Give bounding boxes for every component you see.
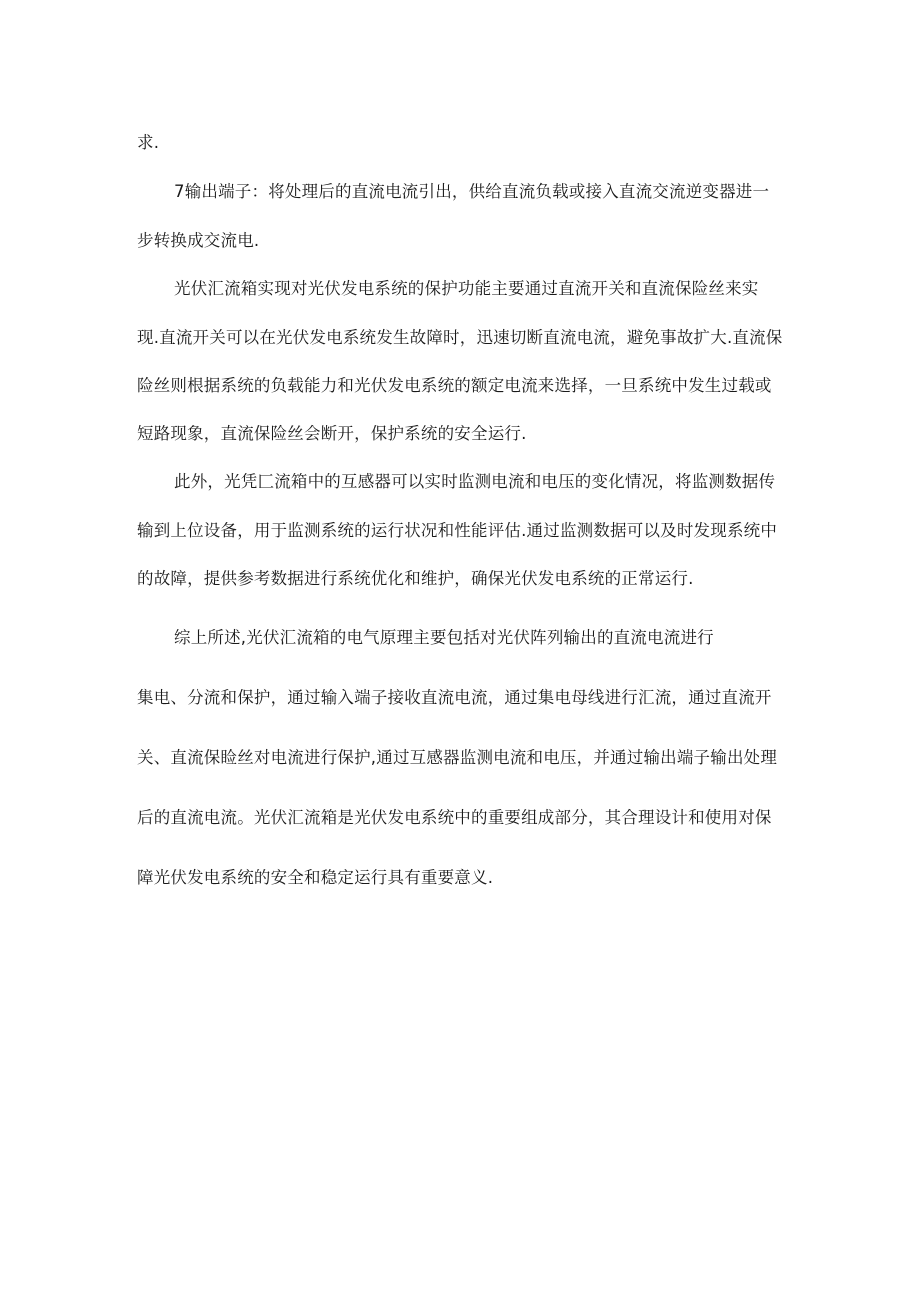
paragraph-4-line-3: 的故障，提供参考数据进行系统优化和维护，确保光伏发电系统的正常运行.: [137, 569, 694, 588]
paragraph-2-line-1: 7输出端子：将处理后的直流电流引出，供给直流负载或接入直流交流逆变器进一: [174, 182, 770, 201]
paragraph-3-line-1: 光伏汇流箱实现对光伏发电系统的保护功能主要通过直流开关和直流保险丝来实: [174, 279, 759, 298]
paragraph-5-line-2: 集电、分流和保护，通过输入端子接收直流电流，通过集电母线进行汇流，通过直流开: [137, 688, 772, 707]
paragraph-5-line-3: 关、直流保睑丝对电流进行保护,通过互感器监测电流和电压，并通过输出端子输出处理: [137, 748, 778, 767]
paragraph-4-line-2: 输到上位设备，用于监测系统的运行状况和性能评估.通过监测数据可以及时发现系统中: [137, 521, 778, 540]
paragraph-1-line-1: 求.: [137, 133, 160, 152]
paragraph-5-line-1: 综上所述,光伏汇流箱的电气原理主要包括对光伏阵列输出的直流电流进行: [174, 628, 714, 647]
paragraph-3-line-3: 险丝则根据系统的负载能力和光伏发电系统的额定电流来选择，一旦系统中发生过载或: [137, 376, 772, 395]
paragraph-3-line-2: 现.直流开关可以在光伏发电系统发生故障时，迅速切断直流电流，避免事故扩大.直流保: [137, 328, 783, 347]
paragraph-2-line-2: 步转换成交流电.: [137, 231, 260, 250]
paragraph-5-line-4: 后的直流电流。光伏汇流箱是光伏发电系统中的重要组成部分，其合理设计和使用对保: [137, 808, 772, 827]
paragraph-4-line-1: 此外，光凭匚流箱中的互感器可以实时监测电流和电压的变化情况，将监测数据传: [174, 472, 776, 491]
paragraph-3-line-4: 短路现象，直流保险丝会断开，保护系统的安全运行.: [137, 424, 527, 443]
paragraph-5-line-5: 障光伏发电系统的安全和稳定运行具有重要意义.: [137, 868, 494, 887]
